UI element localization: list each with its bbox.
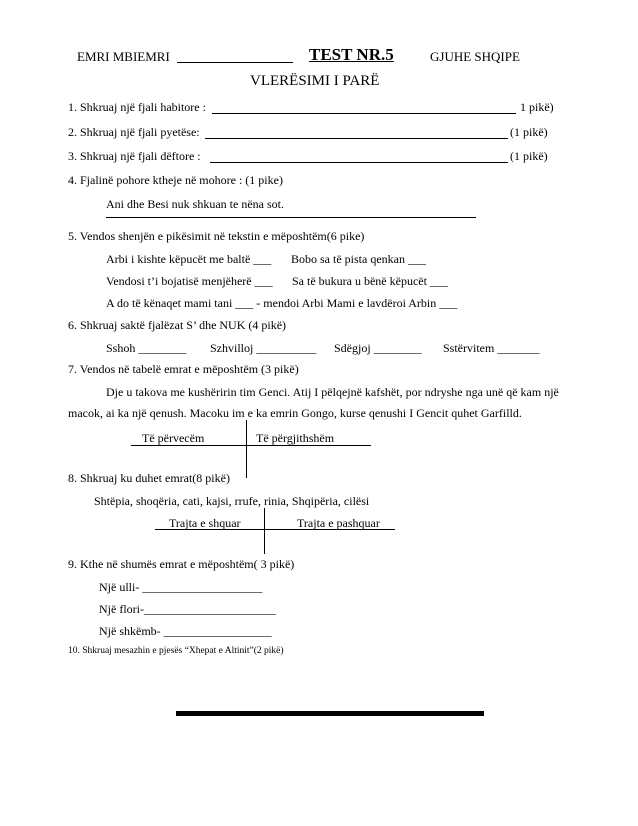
name-blank[interactable] (177, 62, 293, 63)
q9-item-1: Një ulli- ____________________ (99, 580, 263, 594)
q6-word-1: Sshoh ________ (106, 341, 187, 355)
question-2: 2. Shkruaj një fjali pyetëse: (68, 125, 200, 139)
q9-item-3: Një shkëmb- __________________ (99, 624, 272, 638)
page-subtitle: VLERËSIMI I PARË (250, 73, 380, 89)
question-7: 7. Vendos në tabelë emrat e mëposhtëm (3 pikë) (68, 362, 299, 376)
question-9: 9. Kthe në shumës emrat e mëposhtëm( 3 pikë) (68, 557, 295, 571)
bottom-rule (176, 711, 484, 716)
q6-word-2: Szhvilloj __________ (210, 341, 317, 355)
answer-line-3[interactable] (210, 162, 508, 163)
points-3: (1 pikë) (510, 149, 548, 163)
q4-sentence: Ani dhe Besi nuk shkuan te nëna sot. (106, 197, 284, 211)
q8-table-rule (155, 529, 395, 530)
q8-word-list: Shtëpia, shoqëria, cati, kajsi, rrufe, rinia, Shqipëria, cilësi (94, 494, 370, 508)
points-2: (1 pikë) (510, 125, 548, 139)
answer-line-1[interactable] (212, 113, 516, 114)
q7-table-divider (246, 420, 247, 478)
question-5: 5. Vendos shenjën e pikësimit në tekstin e mëposhtëm(6 pike) (68, 229, 365, 243)
q5-line-1a: Arbi i kishte këpucët me baltë ___ (106, 252, 272, 266)
question-3: 3. Shkruaj një fjali dëftore : (68, 149, 201, 163)
answer-line-2[interactable] (205, 138, 508, 139)
q7-table-rule (131, 445, 371, 446)
test-title: TEST NR.5 (309, 45, 394, 64)
points-1: 1 pikë) (520, 100, 554, 114)
q8-column-2: Trajta e pashquar (297, 516, 380, 530)
q7-column-1: Të përvecëm (142, 431, 205, 445)
q7-paragraph-line-2: macok, ai ka një qenush. Macoku im e ka emrin Gongo, kurse qenushi I Gencit quhet Garfilld. (68, 406, 522, 420)
question-1: 1. Shkruaj një fjali habitore : (68, 100, 206, 114)
q7-paragraph-line-1: Dje u takova me kushëririn tim Genci. Atij I pëlqejnë kafshët, por ndryshe nga unë që kam një (106, 385, 559, 399)
q5-line-3: A do të kënaqet mami tani ___ - mendoi Arbi Mami e lavdëroi Arbin ___ (106, 296, 458, 310)
q6-word-4: Sstërvitem _______ (443, 341, 540, 355)
q5-line-2b: Sa të bukura u bënë këpucët ___ (292, 274, 448, 288)
question-6: 6. Shkruaj saktë fjalëzat S’ dhe NUK (4 pikë) (68, 318, 287, 332)
question-10: 10. Shkruaj mesazhin e pjesës “Xhepat e Altinit”(2 pikë) (68, 646, 284, 656)
subject: GJUHE SHQIPE (430, 49, 520, 64)
answer-line-4[interactable] (106, 217, 476, 218)
q7-column-2: Të përgjithshëm (256, 431, 335, 445)
q9-item-2: Një flori-______________________ (99, 602, 276, 616)
q5-line-2a: Vendosi t’i bojatisë menjëherë ___ (106, 274, 273, 288)
name-label: EMRI MBIEMRI (77, 49, 170, 64)
question-4: 4. Fjalinë pohore ktheje në mohore : (1 pike) (68, 173, 283, 187)
q6-word-3: Sdëgjoj ________ (334, 341, 422, 355)
q5-line-1b: Bobo sa të pista qenkan ___ (291, 252, 426, 266)
q8-column-1: Trajta e shquar (169, 516, 241, 530)
question-8: 8. Shkruaj ku duhet emrat(8 pikë) (68, 471, 230, 485)
q8-table-divider (264, 508, 265, 554)
